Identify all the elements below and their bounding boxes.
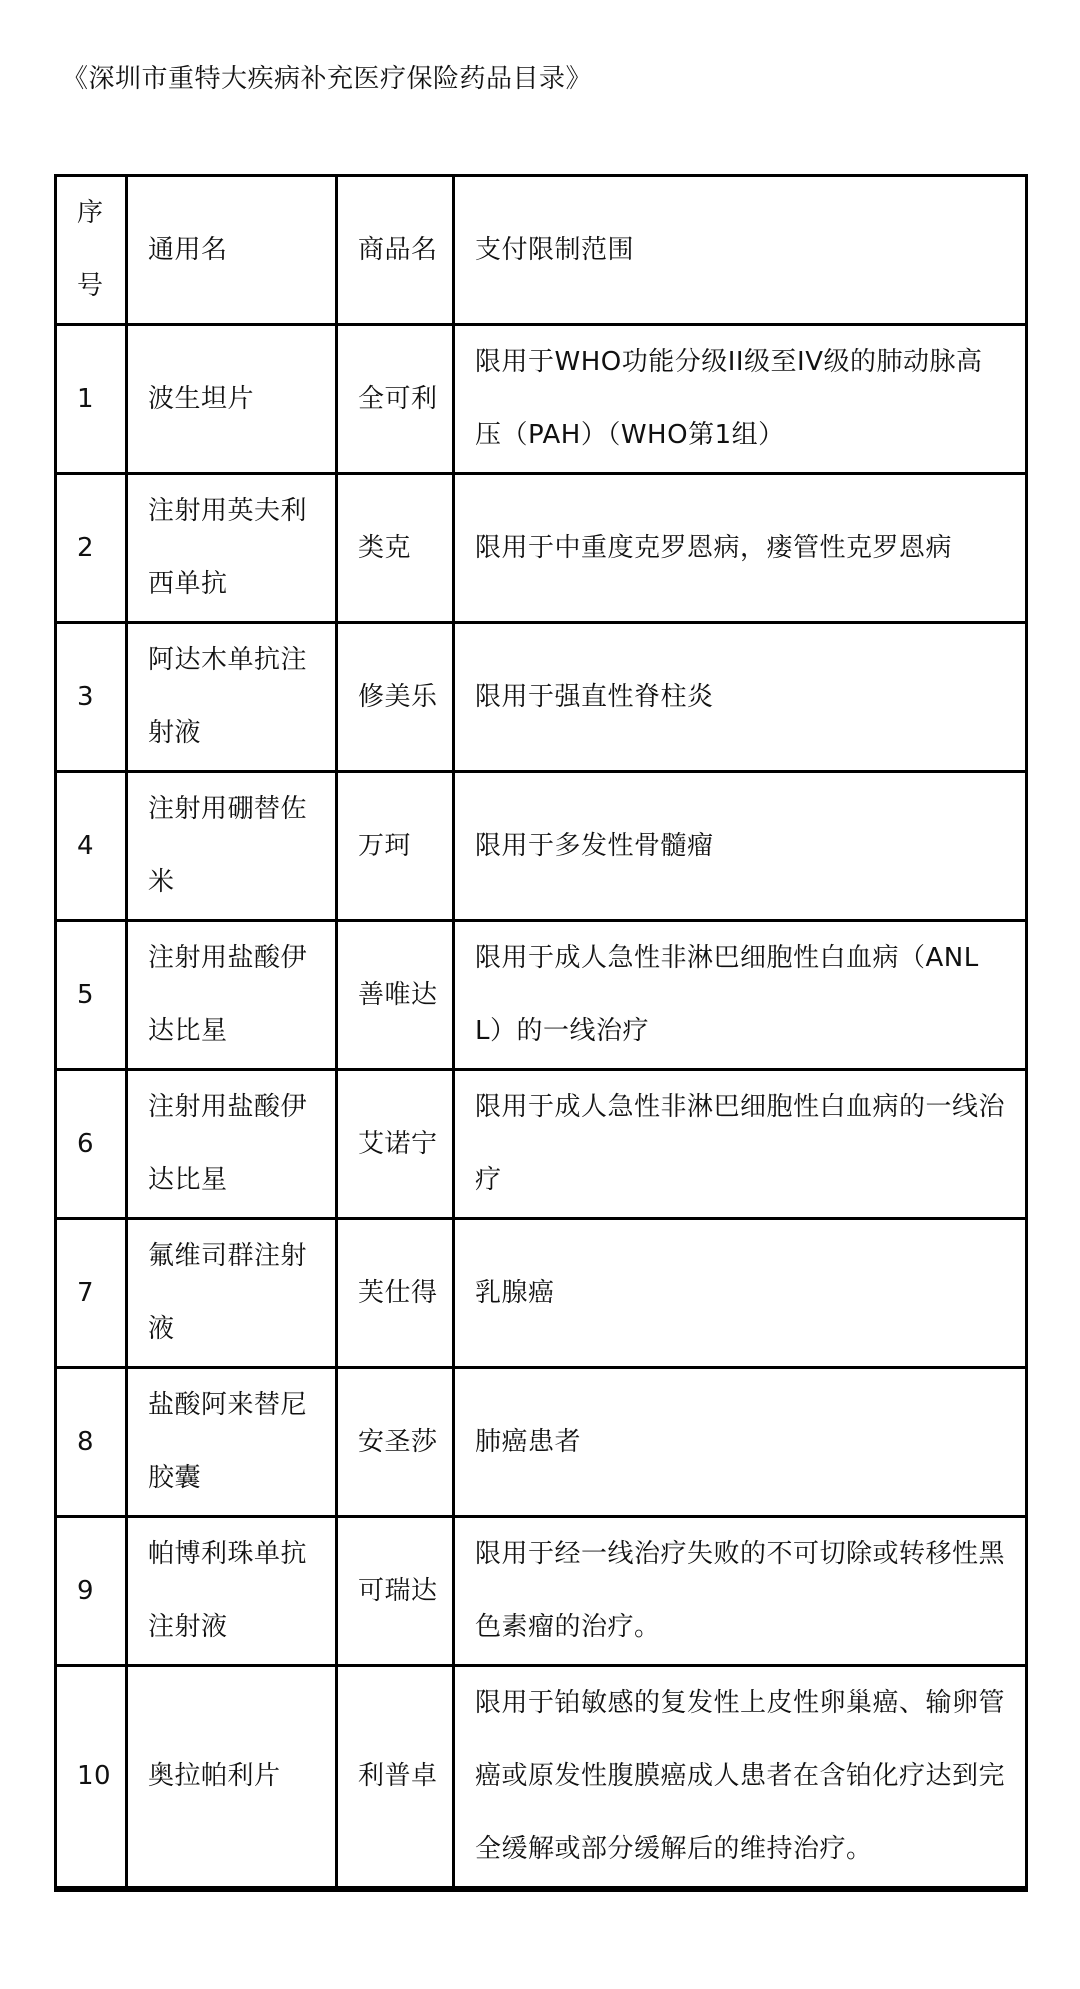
cell-brand-name: 安圣莎: [337, 1368, 454, 1517]
cell-brand-name: 善唯达: [337, 921, 454, 1070]
header-payment-scope: 支付限制范围: [454, 176, 1027, 325]
table-row: [56, 921, 1027, 1070]
table-row: [56, 1517, 1027, 1666]
cell-no: 1: [56, 325, 127, 474]
cell-generic-name: 注射用硼替佐米: [127, 772, 337, 921]
cell-payment-scope: 限用于中重度克罗恩病，瘘管性克罗恩病: [454, 474, 1027, 623]
cell-payment-scope: 限用于多发性骨髓瘤: [454, 772, 1027, 921]
table-row: [56, 1219, 1027, 1368]
cell-payment-scope: 限用于铂敏感的复发性上皮性卵巢癌、输卵管癌或原发性腹膜癌成人患者在含铂化疗达到完全缓解或部分缓解后的维持治疗。: [454, 1666, 1027, 1888]
cell-brand-name: 利普卓: [337, 1666, 454, 1888]
cell-brand-name: 芙仕得: [337, 1219, 454, 1368]
table-row: [56, 1666, 1027, 1888]
header-brand-name: 商品名: [337, 176, 454, 325]
cell-generic-name: 氟维司群注射液: [127, 1219, 337, 1368]
cell-no: 5: [56, 921, 127, 1070]
cell-brand-name: 艾诺宁: [337, 1070, 454, 1219]
cell-no: 7: [56, 1219, 127, 1368]
cell-generic-name: 注射用英夫利西单抗: [127, 474, 337, 623]
document-title: 《深圳市重特大疾病补充医疗保险药品目录》: [62, 64, 593, 94]
cell-payment-scope: 肺癌患者: [454, 1368, 1027, 1517]
cell-generic-name: 注射用盐酸伊达比星: [127, 921, 337, 1070]
header-no: 序号: [56, 176, 127, 325]
cell-no: 8: [56, 1368, 127, 1517]
cell-generic-name: 奥拉帕利片: [127, 1666, 337, 1888]
table-row: [56, 772, 1027, 921]
cell-brand-name: 修美乐: [337, 623, 454, 772]
table-row: [56, 1070, 1027, 1219]
cell-brand-name: 万珂: [337, 772, 454, 921]
cell-no: 6: [56, 1070, 127, 1219]
cell-payment-scope: 限用于经一线治疗失败的不可切除或转移性黑色素瘤的治疗。: [454, 1517, 1027, 1666]
cell-generic-name: 波生坦片: [127, 325, 337, 474]
cell-generic-name: 盐酸阿来替尼胶囊: [127, 1368, 337, 1517]
header-generic-name: 通用名: [127, 176, 337, 325]
table-row: [56, 325, 1027, 474]
cell-no: [56, 1888, 127, 1891]
cell-brand-name: 类克: [337, 474, 454, 623]
table-row-partial: [56, 1888, 1027, 1891]
cell-generic-name: [127, 1888, 337, 1891]
cell-no: 4: [56, 772, 127, 921]
cell-generic-name: 注射用盐酸伊达比星: [127, 1070, 337, 1219]
cell-no: 2: [56, 474, 127, 623]
cell-generic-name: 帕博利珠单抗注射液: [127, 1517, 337, 1666]
cell-no: 3: [56, 623, 127, 772]
cell-payment-scope: 限用于强直性脊柱炎: [454, 623, 1027, 772]
cell-brand-name: [337, 1888, 454, 1891]
cell-payment-scope: [454, 1888, 1027, 1891]
cell-payment-scope: 限用于WHO功能分级II级至IV级的肺动脉高压（PAH）（WHO第1组）: [454, 325, 1027, 474]
cell-payment-scope: 乳腺癌: [454, 1219, 1027, 1368]
cell-brand-name: 可瑞达: [337, 1517, 454, 1666]
table-header-row: [56, 176, 1027, 325]
cell-no: 9: [56, 1517, 127, 1666]
table-row: [56, 474, 1027, 623]
cell-generic-name: 阿达木单抗注射液: [127, 623, 337, 772]
cell-payment-scope: 限用于成人急性非淋巴细胞性白血病（ANLL）的一线治疗: [454, 921, 1027, 1070]
cell-no: 10: [56, 1666, 127, 1888]
drug-catalog-table: [54, 174, 1028, 1892]
table-row: [56, 623, 1027, 772]
cell-payment-scope: 限用于成人急性非淋巴细胞性白血病的一线治疗: [454, 1070, 1027, 1219]
cell-brand-name: 全可利: [337, 325, 454, 474]
table-row: [56, 1368, 1027, 1517]
